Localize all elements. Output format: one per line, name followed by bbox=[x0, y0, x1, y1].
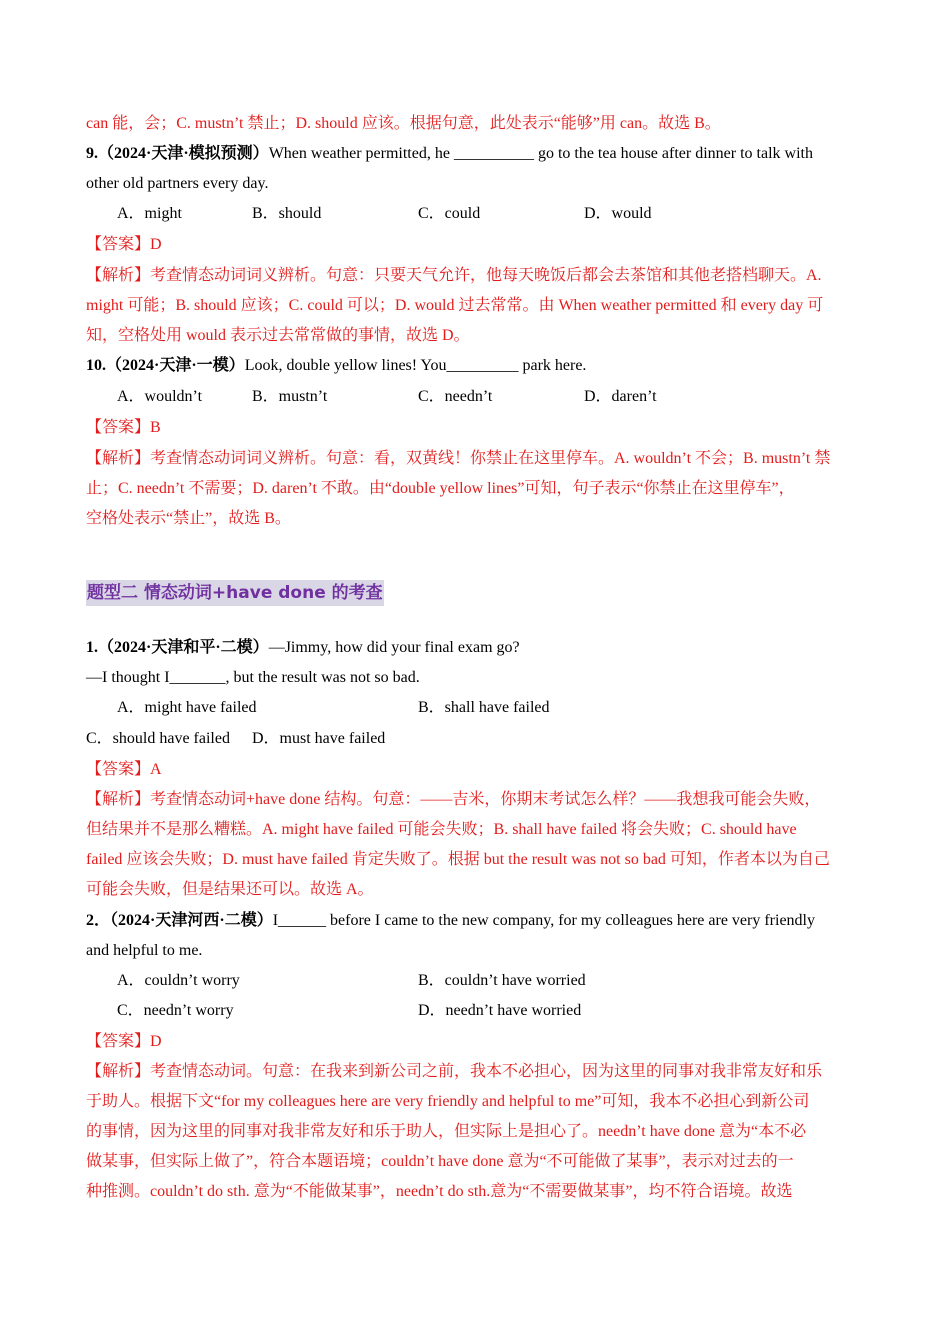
question-source: （2024·天津和平·二模） bbox=[98, 639, 269, 656]
analysis-line: 的事情，因为这里的同事对我非常友好和乐于助人，但实际上是担心了。needn’t have done 意为“本不必 bbox=[86, 1123, 807, 1140]
analysis-line: 做某事，但实际上做了”，符合本题语境；couldn’t have done 意为“不可能做了某事”，表示对过去的一 bbox=[86, 1153, 794, 1170]
analysis-line: failed 应该会失败；D. must have failed 肯定失败了。根据 but the result was not so bad 可知，作者本以为自己 bbox=[86, 851, 830, 868]
question-source: （2024·天津·模拟预测） bbox=[98, 145, 269, 162]
analysis-line: 种推测。couldn’t do sth. 意为“不能做某事”，needn’t do sth.意为“不需要做某事”，均不符合语境。故选 bbox=[86, 1183, 793, 1200]
question-text: I______ before I came to the new company, for my colleagues here are very friendly bbox=[272, 912, 815, 929]
analysis-line: 知，空格处用 would 表示过去常常做的事情，故选 D。 bbox=[86, 327, 470, 344]
question-source: （2024·天津·一模） bbox=[106, 357, 245, 374]
option-a: A．couldn’t worry bbox=[117, 972, 240, 989]
option-b: B．should bbox=[252, 205, 322, 222]
question-number: 2． bbox=[86, 912, 111, 929]
answer: 【答案】D bbox=[86, 236, 162, 253]
option-d: D．must have failed bbox=[252, 730, 386, 747]
carryover-analysis: can 能，会；C. mustn’t 禁止；D. should 应该。根据句意，此处表示“能够”用 can。故选 B。 bbox=[86, 115, 721, 132]
option-c: C．could bbox=[418, 205, 481, 222]
question-9-stem bbox=[86, 143, 813, 165]
question-2-stem bbox=[86, 910, 815, 932]
answer: 【答案】B bbox=[86, 419, 161, 436]
analysis-line: 但结果并不是那么糟糕。A. might have failed 可能会失败；B. shall have failed 将会失败；C. should have bbox=[86, 821, 797, 838]
question-source: （2024·天津河西·二模） bbox=[110, 912, 273, 929]
option-c: C．needn’t bbox=[418, 388, 493, 405]
option-c: C．should have failed bbox=[86, 730, 230, 747]
question-1-stem bbox=[86, 637, 520, 659]
question-number: 9. bbox=[86, 145, 98, 162]
question-10-stem bbox=[86, 355, 586, 377]
question-number: 1. bbox=[86, 639, 98, 656]
question-2-stem-cont: and helpful to me. bbox=[86, 942, 203, 959]
analysis-line: 【解析】考查情态动词词义辨析。句意：只要天气允许，他每天晚饭后都会去茶馆和其他老搭档聊天。A. bbox=[86, 267, 822, 284]
analysis-line: 【解析】考查情态动词词义辨析。句意：看，双黄线！你禁止在这里停车。A. wouldn’t 不会；B. mustn’t 禁 bbox=[86, 450, 831, 467]
option-b: B．mustn’t bbox=[252, 388, 328, 405]
option-d: D．would bbox=[584, 205, 652, 222]
option-a: A．might bbox=[117, 205, 182, 222]
answer: 【答案】D bbox=[86, 1033, 162, 1050]
analysis-line: 【解析】考查情态动词。句意：在我来到新公司之前，我本不必担心，因为这里的同事对我非常友好和乐 bbox=[86, 1063, 823, 1080]
analysis-line: 空格处表示“禁止”，故选 B。 bbox=[86, 510, 291, 527]
option-b: B．shall have failed bbox=[418, 699, 550, 716]
question-text: Look, double yellow lines! You_________ park here. bbox=[244, 357, 587, 374]
analysis-line: might 可能；B. should 应该；C. could 可以；D. would 过去常常。由 When weather permitted 和 every day 可 bbox=[86, 297, 824, 314]
analysis-line: 可能会失败，但是结果还可以。故选 A。 bbox=[86, 881, 374, 898]
section-heading: 题型二 情态动词+have done 的考查 bbox=[86, 580, 384, 606]
option-b: B．couldn’t have worried bbox=[418, 972, 586, 989]
question-1-stem-cont: —I thought I_______, but the result was not so bad. bbox=[86, 669, 420, 686]
option-a: A．wouldn’t bbox=[117, 388, 203, 405]
question-9-stem-cont: other old partners every day. bbox=[86, 175, 269, 192]
analysis-line: 【解析】考查情态动词+have done 结构。句意：——吉米，你期末考试怎么样？——我想我可能会失败， bbox=[86, 791, 821, 808]
analysis-line: 止；C. needn’t 不需要；D. daren’t 不敢。由“double yellow lines”可知，句子表示“你禁止在这里停车”， bbox=[86, 480, 795, 497]
option-a: A．might have failed bbox=[117, 699, 257, 716]
option-c: C．needn’t worry bbox=[117, 1002, 234, 1019]
option-d: D．daren’t bbox=[584, 388, 657, 405]
question-number: 10. bbox=[86, 357, 106, 374]
question-text: —Jimmy, how did your final exam go? bbox=[268, 639, 520, 656]
question-text: When weather permitted, he __________ go to the tea house after dinner to talk with bbox=[268, 145, 813, 162]
analysis-line: 于助人。根据下文“for my colleagues here are very friendly and helpful to me”可知，我本不必担心到新公司 bbox=[86, 1093, 810, 1110]
option-d: D．needn’t have worried bbox=[418, 1002, 582, 1019]
answer: 【答案】A bbox=[86, 761, 162, 778]
